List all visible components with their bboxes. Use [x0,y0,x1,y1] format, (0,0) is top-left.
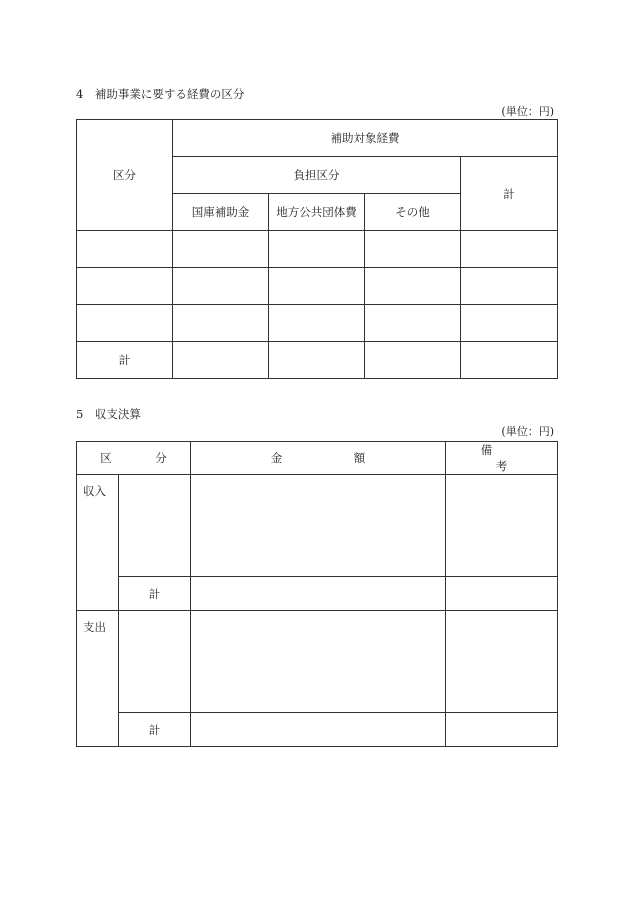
section4-unit: (単位：円) [501,105,554,118]
income-label: 収入 [77,475,119,611]
col-category-header: 区分 [77,120,173,231]
table-row [77,231,558,268]
col-total-header: 計 [461,157,558,231]
expense-breakdown-table [76,119,558,379]
section5-unit: (単位：円) [501,425,554,438]
table-row [77,305,558,342]
table-row [77,268,558,305]
expense-total-label: 計 [119,713,191,747]
col-category-header: 区 分 [77,442,191,475]
expense-label: 支出 [77,611,119,747]
col-national-subsidy-header: 国庫補助金 [173,194,269,231]
eligible-expense-header: 補助対象経費 [173,120,558,157]
section5-heading: 5 収支決算 [76,407,141,421]
col-local-government-header: 地方公共団体費 [269,194,365,231]
col-other-header: その他 [365,194,461,231]
row-total-label: 計 [77,342,173,379]
income-expense-table [76,441,564,747]
income-total-label: 計 [119,577,191,611]
section4-heading: 4 補助事業に要する経費の区分 [76,87,245,101]
burden-category-header: 負担区分 [173,157,461,194]
col-remarks-header: 備 考 [446,442,558,475]
col-amount-header: 金 額 [191,442,446,475]
table-row [77,342,558,379]
